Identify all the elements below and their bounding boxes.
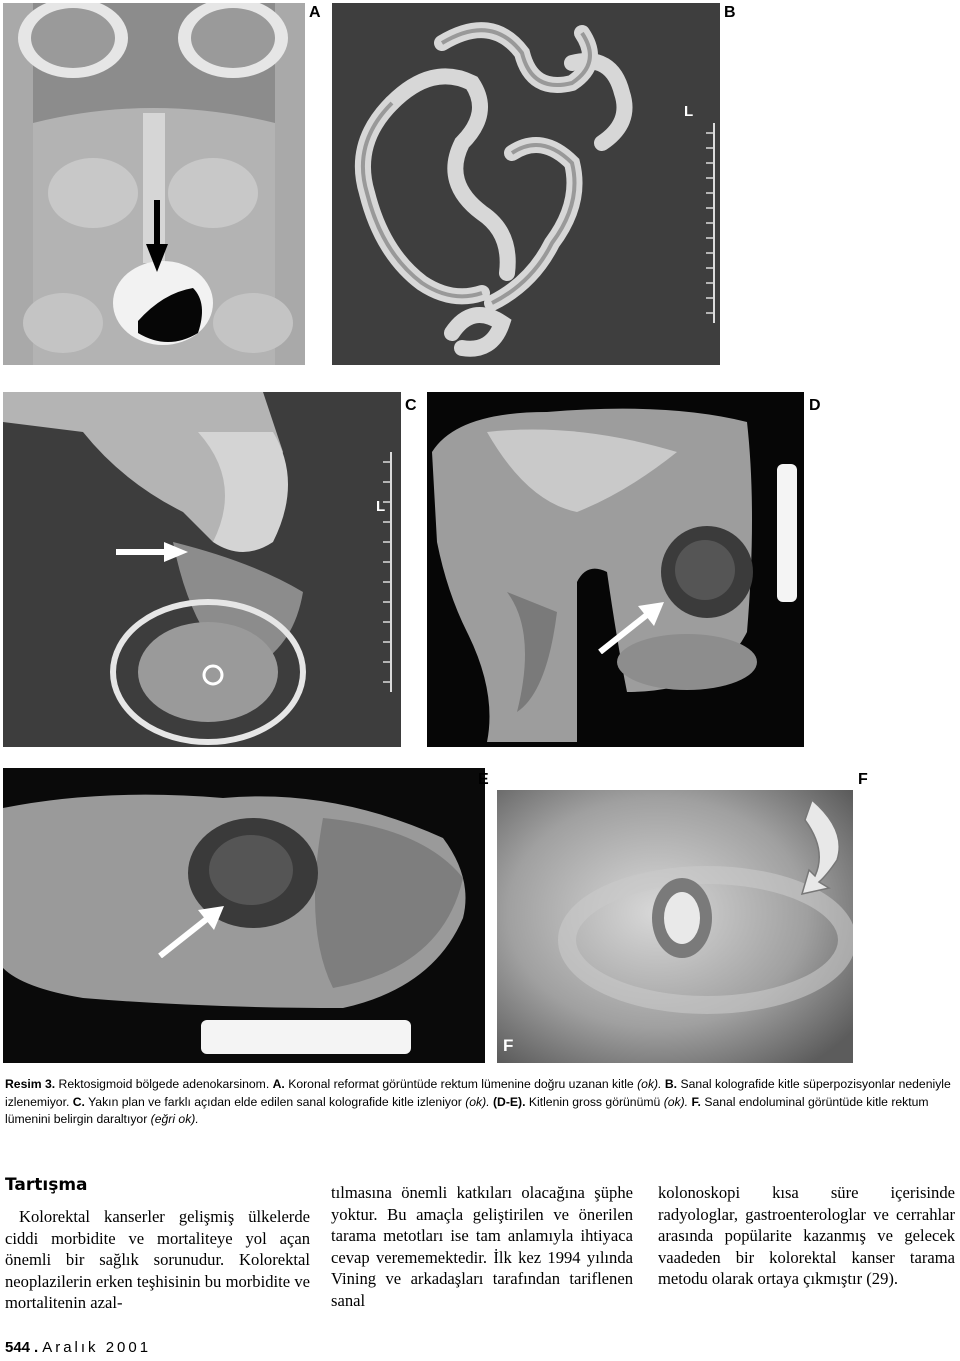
panel-label-d: D — [809, 397, 821, 414]
caption-de-text: Kitlenin gross görünümü — [525, 1094, 664, 1109]
caption-ok-2: (ok). — [465, 1094, 490, 1109]
white-arrow-icon — [158, 906, 224, 958]
body-paragraph-1: Kolorektal kanserler gelişmiş ülkelerde ciddi morbidite ve mortaliteye yol açan önemli bir sağlık sorunudur. Kolorektal neoplazilerin erken teşhisinin bu morbidite ve mortalitenin azal- — [5, 1207, 310, 1312]
white-arrow-icon — [598, 602, 664, 654]
panel-f-stamp: F — [503, 1036, 514, 1055]
black-arrow-icon — [146, 200, 168, 272]
caption-a-label: A. — [272, 1077, 285, 1091]
panel-c-stamp: L — [376, 498, 386, 515]
caption-resim-label: Resim 3. — [5, 1077, 56, 1091]
body-paragraph-2: tılmasına önemli katkıları olacağına şüphe yoktur. Bu amaçla geliştirilen ve önerilen tarama metotları ise tam anlamıyla ihtiyaca cevap verememektedir. İlk kez 1994 yılında Vining ve arkadaşları tarafından tariflenen sanal — [331, 1183, 633, 1310]
issue-date: Aralık 2001 — [42, 1339, 152, 1356]
caption-f-label: F. — [688, 1094, 701, 1109]
panel-e-image — [3, 768, 485, 1063]
panel-label-c: C — [405, 397, 417, 414]
panel-f-image — [497, 790, 853, 1063]
figure-caption — [5, 1076, 955, 1129]
caption-b-text: Sanal kolografide kitle süperpozisyonlar nedeniyle izlenemiyor. — [5, 1077, 951, 1109]
caption-c-text: Yakın plan ve farklı açıdan elde edilen sanal kolografide kitle izleniyor — [84, 1094, 466, 1109]
panel-label-f: F — [858, 771, 868, 788]
caption-de-label: (D-E). — [489, 1094, 526, 1109]
panel-label-e: E — [478, 771, 489, 788]
caption-ok-4: (eğri ok). — [150, 1112, 199, 1126]
panel-c-image — [3, 392, 401, 747]
page-number: 544 — [5, 1339, 31, 1356]
footer-separator: . — [34, 1339, 39, 1356]
panel-b-image — [332, 3, 720, 365]
body-paragraph-3: kolonoskopi kısa süre içerisinde radyologlar, gastroenterologlar ve cerrahlar arasında popülarite kazanmış ve gelecek vaadeden bir kolorektal kanser tarama metodu olarak ortaya çıkmıştır (29). — [658, 1183, 955, 1288]
body-column-3 — [658, 1182, 955, 1290]
caption-b-label: B. — [661, 1077, 678, 1091]
caption-f-text: Sanal endoluminal görüntüde kitle rektum lümenini belirgin daraltıyor — [5, 1094, 929, 1126]
section-title: Tartışma — [5, 1175, 88, 1195]
body-column-2 — [331, 1182, 633, 1311]
panel-b-stamp: L — [684, 103, 694, 120]
caption-a-text: Koronal reformat görüntüde rektum lümenine doğru uzanan kitle — [284, 1077, 638, 1091]
caption-c-label: C. — [72, 1094, 85, 1109]
caption-ok-1: (ok). — [637, 1077, 662, 1091]
page-footer — [5, 1339, 151, 1356]
body-column-1 — [5, 1206, 310, 1314]
panel-label-b: B — [724, 4, 736, 21]
panel-d-image — [427, 392, 804, 747]
caption-ok-3: (ok). — [663, 1094, 689, 1109]
white-arrow-icon — [116, 542, 188, 562]
panel-a-image — [3, 3, 305, 365]
caption-title: Rektosigmoid bölgede adenokarsinom. — [55, 1077, 273, 1091]
panel-label-a: A — [309, 4, 321, 21]
